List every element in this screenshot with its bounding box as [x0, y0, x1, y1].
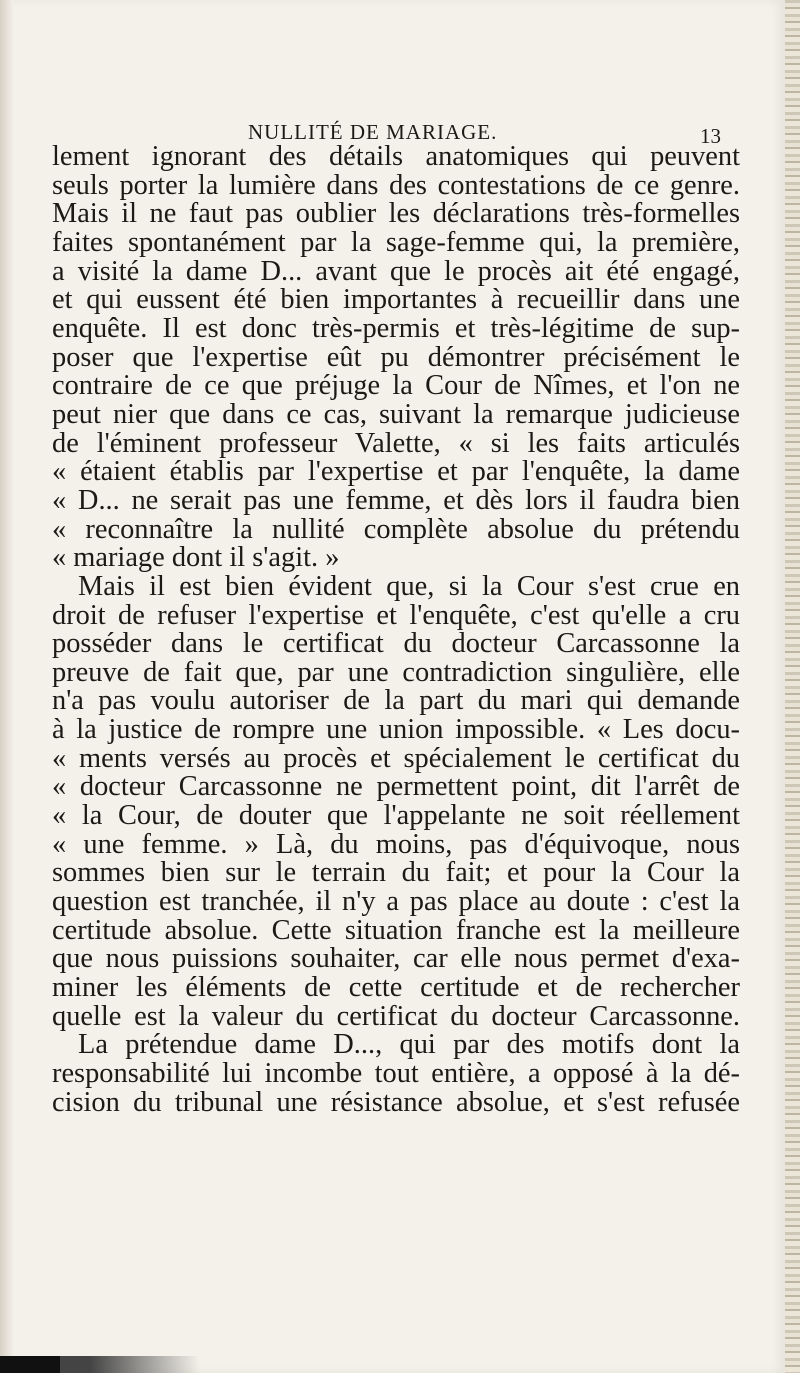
text-line: sommes bien sur le terrain du fait; et pour la Cour la: [52, 857, 740, 889]
text-line: cision du tribunal une résistance absolue, et s'est refusée: [52, 1086, 740, 1118]
text-line: droit de refuser l'expertise et l'enquête, c'est qu'elle a cru: [52, 599, 740, 631]
text-line: de l'éminent professeur Valette, « si les faits articulés: [52, 427, 740, 459]
scan-artifact-mark: [0, 1356, 240, 1373]
text-line: « mariage dont il s'agit. »: [52, 542, 340, 574]
page-number: 13: [700, 124, 721, 148]
page-edge-stack: [785, 0, 800, 1373]
text-line: miner les éléments de cette certitude et de rechercher: [52, 972, 740, 1004]
text-line: certitude absolue. Cette situation franche est la meilleure: [52, 914, 740, 946]
text-line: faites spontanément par la sage-femme qui, la première,: [52, 226, 740, 258]
text-line: que nous puissions souhaiter, car elle nous permet d'exa-: [52, 943, 740, 975]
text-line: n'a pas voulu autoriser de la part du mari qui demande: [52, 685, 740, 717]
text-line: « D... ne serait pas une femme, et dès lors il faudra bien: [52, 484, 740, 516]
text-line: question est tranchée, il n'y a pas place au doute : c'est la: [52, 886, 740, 918]
text-line: seuls porter la lumière dans des contestations de ce genre.: [52, 169, 740, 201]
text-line: « reconnaître la nullité complète absolue du prétendu: [52, 513, 740, 545]
text-line: « ments versés au procès et spécialement le certificat du: [52, 742, 740, 774]
text-line: poser que l'expertise eût pu démontrer précisément le: [52, 341, 740, 373]
page-binding-shadow: [0, 0, 14, 1373]
text-line: « étaient établis par l'expertise et par l'enquête, la dame: [52, 456, 740, 488]
text-line: Mais il ne faut pas oublier les déclarations très-formelles: [52, 198, 740, 230]
text-line: « une femme. » Là, du moins, pas d'équivoque, nous: [52, 828, 740, 860]
body-text: [52, 143, 740, 1117]
text-line: peut nier que dans ce cas, suivant la remarque judicieuse: [52, 398, 740, 430]
text-line: « la Cour, de douter que l'appelante ne soit réellement: [52, 800, 740, 832]
text-line: responsabilité lui incombe tout entière, a opposé à la dé-: [52, 1058, 740, 1089]
paragraph-start-line: La prétendue dame D..., qui par des motifs dont la: [78, 1029, 740, 1061]
text-line: preuve de fait que, par une contradiction singulière, elle: [52, 656, 740, 688]
text-line: lement ignorant des détails anatomiques qui peuvent: [52, 141, 740, 172]
text-line: à la justice de rompre une union impossible. « Les docu-: [52, 714, 740, 746]
text-line: posséder dans le certificat du docteur Carcassonne la: [52, 628, 740, 660]
text-line: quelle est la valeur du certificat du docteur Carcassonne.: [52, 1000, 740, 1032]
text-line: et qui eussent été bien importantes à recueillir dans une: [52, 284, 740, 316]
text-line: « docteur Carcassonne ne permettent point, dit l'arrêt de: [52, 771, 740, 803]
text-line: contraire de ce que préjuge la Cour de Nîmes, et l'on ne: [52, 370, 740, 402]
text-line: a visité la dame D... avant que le procès ait été engagé,: [52, 255, 740, 287]
paragraph-start-line: Mais il est bien évident que, si la Cour s'est crue en: [78, 570, 740, 602]
running-title: NULLITÉ DE MARIAGE.: [248, 120, 498, 144]
text-line: enquête. Il est donc très-permis et très-légitime de sup-: [52, 312, 740, 344]
